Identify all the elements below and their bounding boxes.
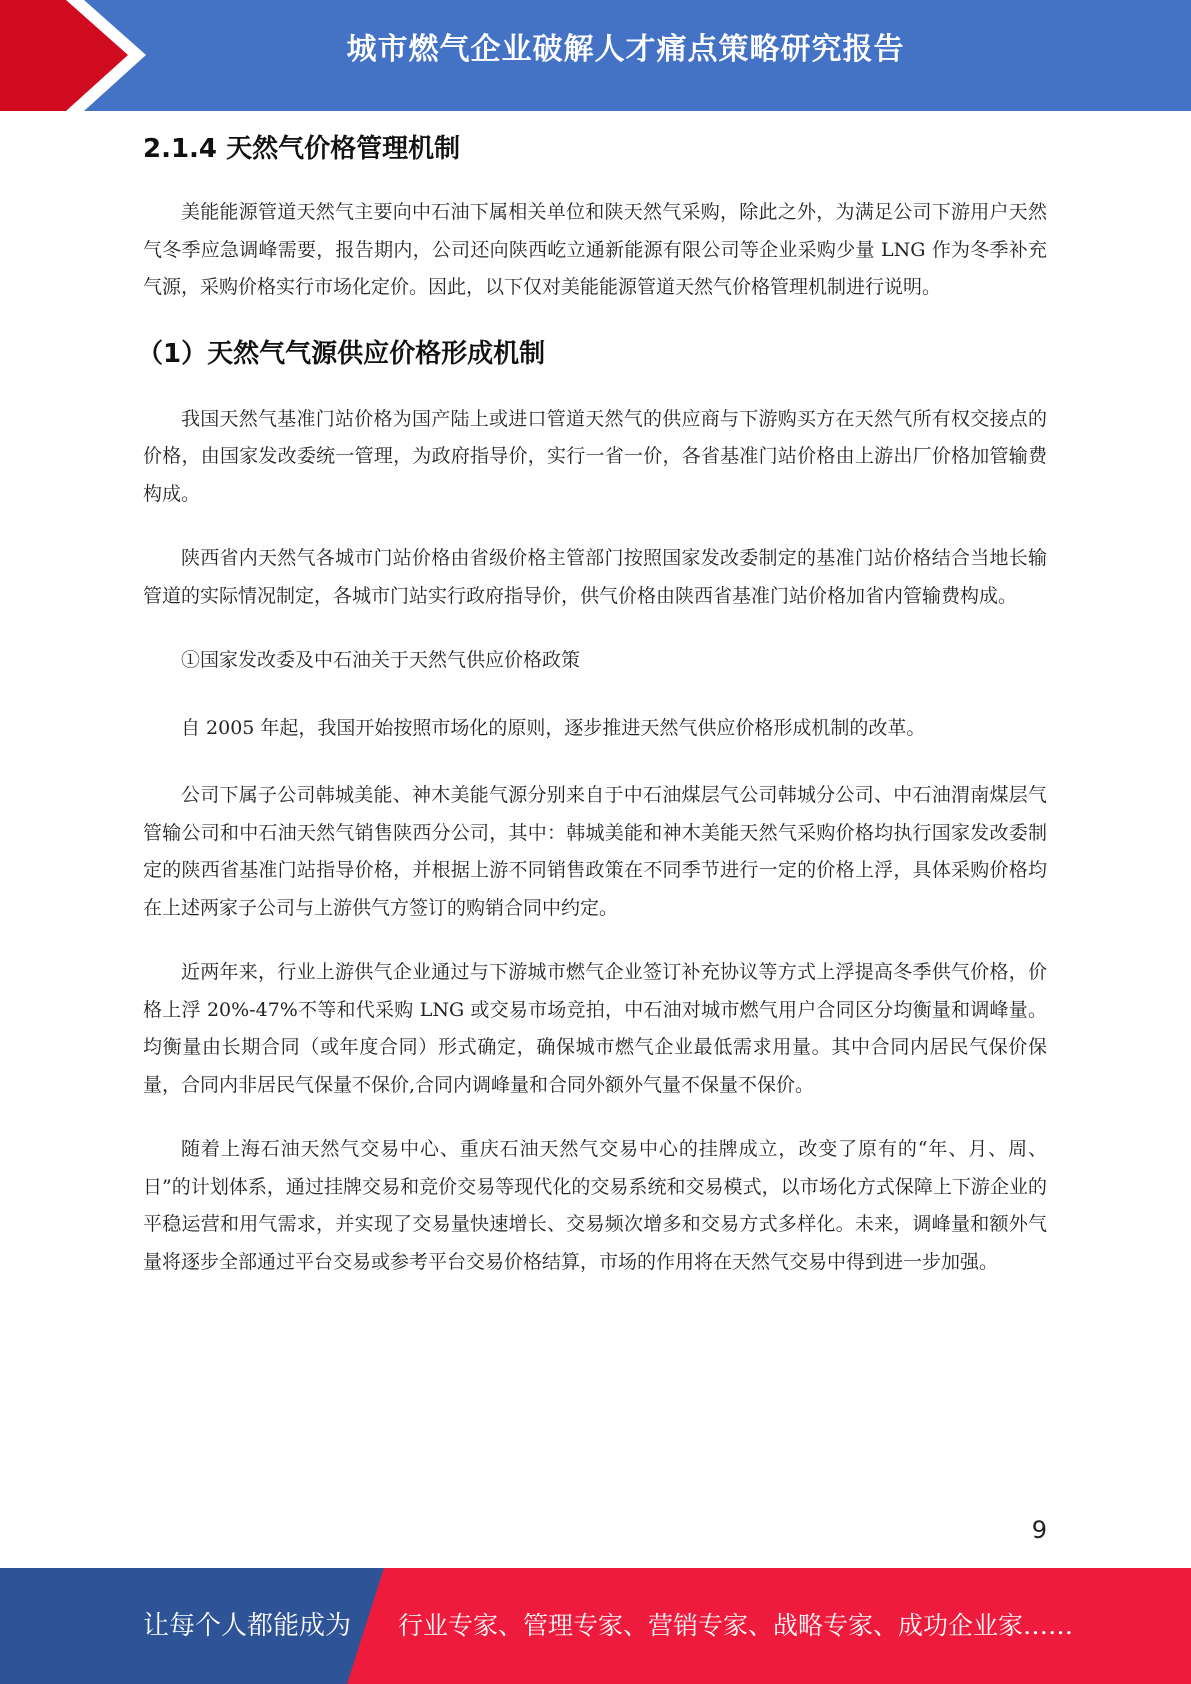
- section-intro-paragraph: 美能能源管道天然气主要向中石油下属相关单位和陕天然气采购，除此之外，为满足公司下游用户天然气冬季应急调峰需要，报告期内，公司还向陕西屹立通新能源有限公司等企业采购少量 LNG 作为冬季补充气源，采购价格实行市场化定价。因此，以下仅对美能能源管道天然气价格管理机制进行说明。: [143, 201, 1047, 298]
- policy-subheading: ①国家发改委及中石油关于天然气供应价格政策: [181, 649, 581, 671]
- subsection-heading: （1）天然气气源供应价格形成机制: [137, 338, 546, 369]
- body-paragraph: 自 2005 年起，我国开始按照市场化的原则，逐步推进天然气供应价格形成机制的改革。: [181, 716, 926, 739]
- header-arrow-decoration: [0, 0, 160, 111]
- page-number: 9: [1031, 1516, 1047, 1544]
- page-footer-banner: [0, 1568, 1191, 1684]
- body-paragraph: 随着上海石油天然气交易中心、重庆石油天然气交易中心的挂牌成立，改变了原有的“年、月、周、日”的计划体系，通过挂牌交易和竞价交易等现代化的交易系统和交易模式，以市场化方式保障上下游企业的平稳运营和用气需求，并实现了交易量快速增长、交易频次增多和交易方式多样化。未来，调峰量和额外气量将逐步全部通过平台交易或参考平台交易价格结算，市场的作用将在天然气交易中得到进一步加强。: [143, 1138, 1047, 1273]
- footer-slogan: 让每个人都能成为: [143, 1611, 352, 1641]
- footer-roles-text: 行业专家、管理专家、营销专家、战略专家、成功企业家……: [398, 1611, 1074, 1640]
- body-paragraph: 近两年来，行业上游供气企业通过与下游城市燃气企业签订补充协议等方式上浮提高冬季供气价格，价格上浮 20%-47%不等和代采购 LNG 或交易市场竞拍，中石油对城市燃气用户合同区分均衡量和调峰量。均衡量由长期合同（或年度合同）形式确定，确保城市燃气企业最低需求用量。其中合同内居民气保价保量，合同内非居民气保量不保价,合同内调峰量和合同外额外气量不保量不保价。: [143, 961, 1047, 1096]
- body-paragraph: 陕西省内天然气各城市门站价格由省级价格主管部门按照国家发改委制定的基准门站价格结合当地长输管道的实际情况制定，各城市门站实行政府指导价，供气价格由陕西省基准门站价格加省内管输费构成。: [143, 547, 1047, 607]
- page-content: [137, 124, 1047, 1281]
- section-heading: 2.1.4 天然气价格管理机制: [143, 134, 461, 164]
- page-header-banner: [0, 0, 1191, 111]
- body-paragraph: 公司下属子公司韩城美能、神木美能气源分别来自于中石油煤层气公司韩城分公司、中石油渭南煤层气管输公司和中石油天然气销售陕西分公司，其中：韩城美能和神木美能天然气采购价格均执行国家发改委制定的陕西省基准门站指导价格，并根据上游不同销售政策在不同季节进行一定的价格上浮，具体采购价格均在上述两家子公司与上游供气方签订的购销合同中约定。: [143, 784, 1047, 919]
- report-title: 城市燃气企业破解人才痛点策略研究报告: [346, 32, 905, 67]
- body-paragraph: 我国天然气基准门站价格为国产陆上或进口管道天然气的供应商与下游购买方在天然气所有权交接点的价格，由国家发改委统一管理，为政府指导价，实行一省一价，各省基准门站价格由上游出厂价格加管输费构成。: [143, 407, 1047, 505]
